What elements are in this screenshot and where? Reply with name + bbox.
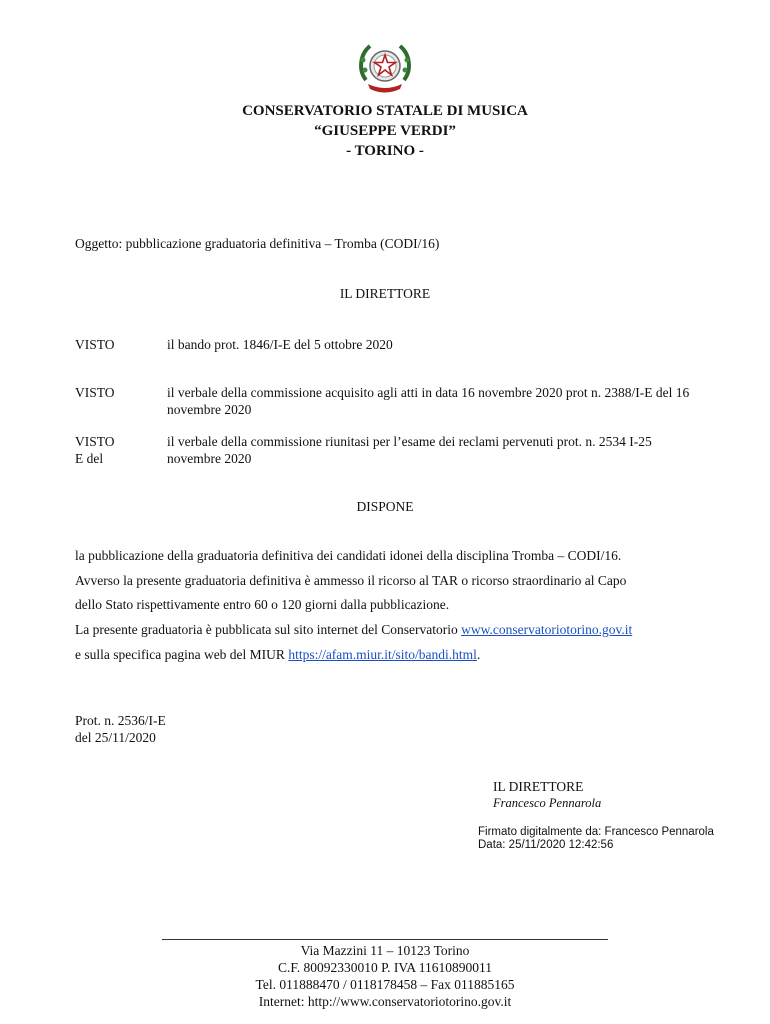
footer-divider	[162, 939, 608, 940]
visto-label: VISTO	[75, 337, 115, 352]
footer-address: Via Mazzini 11 – 10123 Torino	[300, 943, 470, 958]
italian-republic-emblem-icon	[356, 40, 414, 96]
institution-city: - TORINO -	[346, 143, 424, 159]
signature-title: IL DIRETTORE	[493, 779, 584, 794]
conservatorio-website-link[interactable]: www.conservatoriotorino.gov.it	[461, 622, 633, 637]
body-line: la pubblicazione della graduatoria definitiva dei candidati idonei della disciplina Tromba – CODI/16.	[75, 548, 622, 563]
miur-bandi-link[interactable]: https://afam.miur.it/sito/bandi.html	[288, 647, 477, 662]
signature-block	[493, 778, 601, 812]
body-line	[75, 647, 480, 663]
subject-line: Oggetto: pubblicazione graduatoria definitiva – Tromba (CODI/16)	[75, 236, 440, 251]
body-line	[75, 622, 632, 638]
protocol-number: Prot. n. 2536/I-E	[75, 713, 166, 728]
body-text: La presente graduatoria è pubblicata sul sito internet del Conservatorio	[75, 622, 462, 637]
digital-signature-date: Data: 25/11/2020 12:42:56	[478, 839, 614, 851]
body-text: .	[476, 647, 481, 662]
director-heading: IL DIRETTORE	[339, 286, 431, 301]
protocol-block	[75, 712, 166, 746]
visto-label: VISTO E del	[75, 434, 115, 466]
visto-text: il bando prot. 1846/I-E del 5 ottobre 2020	[167, 337, 393, 352]
footer-tax-ids: C.F. 80092330010 P. IVA 11610890011	[277, 960, 493, 975]
institution-name: CONSERVATORIO STATALE DI MUSICA	[242, 103, 528, 119]
digital-signature-stamp	[478, 826, 714, 852]
signature-name: Francesco Pennarola	[493, 796, 602, 810]
visto-text: il verbale della commissione riunitasi per l’esame dei reclami pervenuti prot. n. 2534 I-25 novembre 2020	[167, 434, 652, 466]
body-text: e sulla specifica pagina web del MIUR	[75, 647, 289, 662]
visto-label: VISTO	[75, 385, 115, 400]
footer-website: Internet: http://www.conservatoriotorino.gov.it	[258, 994, 512, 1009]
institution-dedication: “GIUSEPPE VERDI”	[314, 123, 456, 139]
footer	[0, 942, 770, 1010]
footer-phone: Tel. 011888470 / 0118178458 – Fax 011885165	[255, 977, 515, 992]
protocol-date: del 25/11/2020	[75, 730, 156, 745]
digital-signer: Firmato digitalmente da: Francesco Pennarola	[478, 826, 714, 838]
dispone-heading: DISPONE	[356, 499, 414, 514]
body-line: Avverso la presente graduatoria definitiva è ammesso il ricorso al TAR o ricorso straordinario al Capo	[75, 573, 627, 588]
institution-header	[0, 101, 770, 161]
visto-text: il verbale della commissione acquisito agli atti in data 16 novembre 2020 prot n. 2388/I-E del 16 novembre 2020	[167, 385, 690, 417]
body-line: dello Stato rispettivamente entro 60 o 120 giorni dalla pubblicazione.	[75, 597, 450, 612]
